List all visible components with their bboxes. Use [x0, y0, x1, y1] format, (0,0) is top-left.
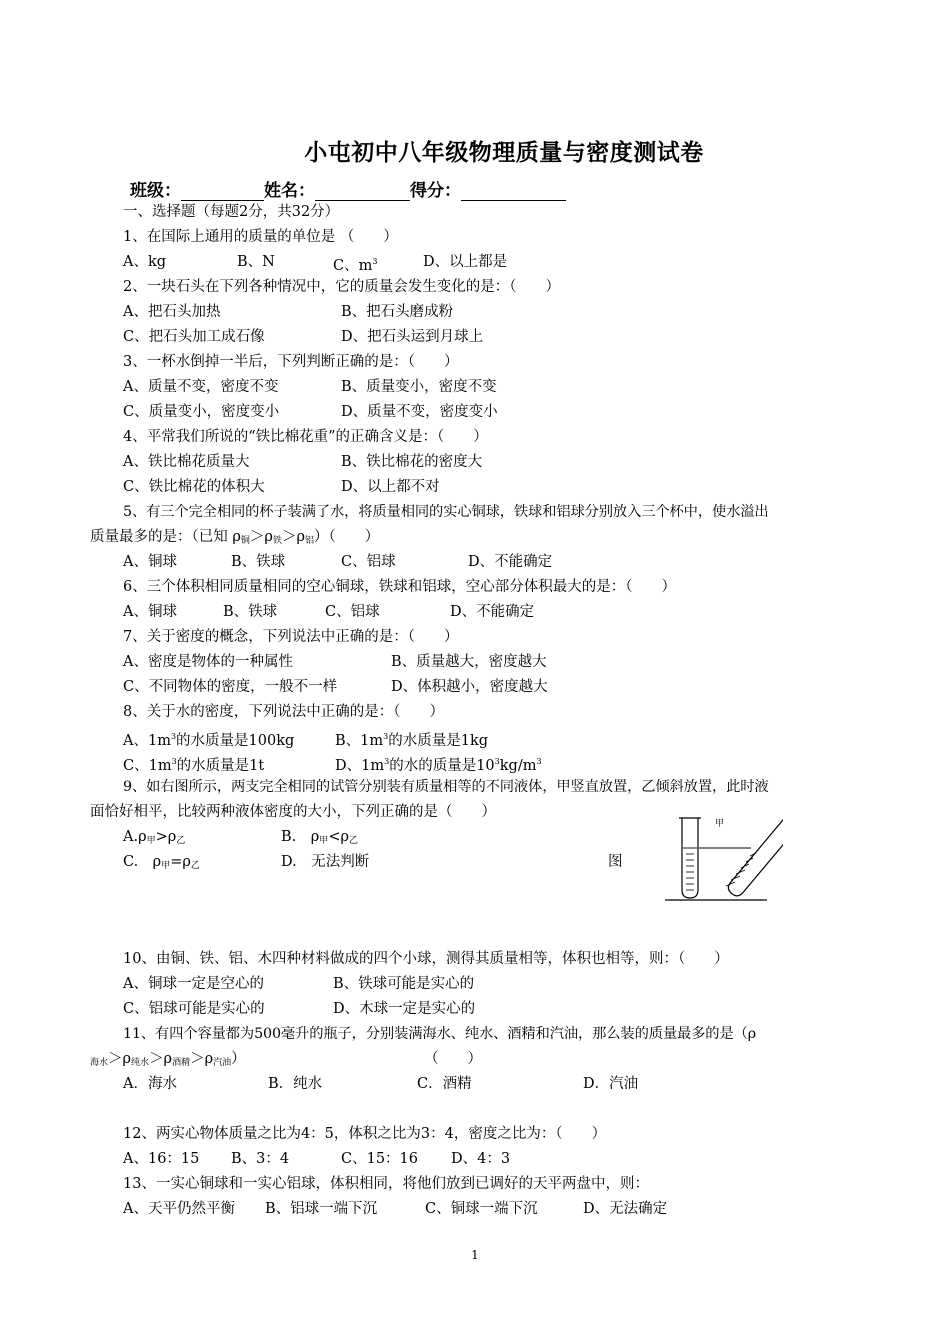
q6-option-d: D、不能确定 [450, 604, 535, 620]
q8-option-d: D、$1m^3$的水的质量是$10^3kg/m^3$ [335, 757, 542, 774]
page-title: 小屯初中八年级物理质量与密度测试卷 [304, 140, 704, 166]
q12-option-d: D、4：3 [451, 1151, 511, 1167]
q6-option-c: C、铝球 [325, 604, 380, 620]
q5-option-d: D、不能确定 [468, 554, 553, 570]
q9-option-b: B. $\rho_甲<\rho_乙$ [281, 829, 359, 846]
name-label: 姓名： [264, 181, 315, 201]
q1-option-d: D、以上都是 [423, 254, 508, 270]
q1-option-c: C、$m^3$ [333, 257, 378, 274]
class-blank[interactable] [181, 182, 264, 201]
q4-option-a: A、铁比棉花质量大 [123, 454, 250, 470]
q11-option-b: B．纯水 [268, 1076, 323, 1092]
question-12-stem: 12、两实心物体质量之比为4：5，体积之比为3：4，密度之比为：（ ） [123, 1126, 607, 1142]
q11-option-d: D．汽油 [583, 1076, 639, 1092]
q12-option-c: C、15：16 [341, 1151, 418, 1167]
q13-option-c: C、铜球一端下沉 [425, 1201, 538, 1217]
q4-option-c: C、铁比棉花的体积大 [123, 479, 265, 495]
q12-option-a: A、16：15 [123, 1151, 200, 1167]
question-11-stem-line2: $_{海水}>\rho_{纯水}>\rho_{酒精}>\rho_{汽油}$） （ ） [90, 1051, 482, 1068]
score-label: 得分： [410, 181, 461, 201]
question-3-stem: 3、一杯水倒掉一半后，下列判断正确的是：（ ） [123, 354, 459, 370]
name-blank[interactable] [315, 182, 410, 201]
q10-option-c: C、铝球可能是实心的 [123, 1001, 265, 1017]
q10-option-b: B、铁球可能是实心的 [333, 976, 475, 992]
q8-option-a: A、$1m^3$的水质量是100kg [123, 732, 295, 749]
q12-option-b: B、3：4 [231, 1151, 290, 1167]
q7-option-d: D、体积越小，密度越大 [391, 679, 548, 695]
q7-option-b: B、质量越大，密度越大 [391, 654, 547, 670]
q10-option-d: D、木球一定是实心的 [333, 1001, 476, 1017]
question-6-stem: 6、三个体积相同质量相同的空心铜球，铁球和铝球，空心部分体积最大的是：（ ） [123, 579, 676, 595]
section-heading: 一、选择题（每题2分，共32分） [123, 204, 340, 220]
q3-option-c: C、质量变小，密度变小 [123, 404, 280, 420]
q10-option-a: A、铜球一定是空心的 [123, 976, 264, 992]
q3-option-d: D、质量不变，密度变小 [341, 404, 498, 420]
question-9-stem-line2: 面恰好相平，比较两种液体密度的大小，下列正确的是（ ） [90, 804, 496, 820]
question-5-stem-line1: 5、有三个完全相同的杯子装满了水，将质量相同的实心铜球，铁球和铝球分别放入三个杯中，使水溢出 [123, 504, 769, 520]
tube-jia-label: 甲 [715, 819, 725, 829]
q9-option-a: $A.\rho_甲>\rho_乙$ [123, 829, 186, 846]
question-4-stem: 4、平常我们所说的“铁比棉花重”的正确含义是：（ ） [123, 429, 488, 445]
q2-option-b: B、把石头磨成粉 [341, 304, 454, 320]
q2-option-c: C、把石头加工成石像 [123, 329, 265, 345]
q2-option-d: D、把石头运到月球上 [341, 329, 484, 345]
q5-option-b: B、铁球 [231, 554, 286, 570]
q9-option-c: C. $\rho_甲=\rho_乙$ [123, 854, 200, 871]
q13-option-b: B、铝球一端下沉 [265, 1201, 378, 1217]
q3-option-b: B、质量变小，密度不变 [341, 379, 497, 395]
question-10-stem: 10、由铜、铁、铝、木四种材料做成的四个小球，测得其质量相等，体积也相等，则：（ ） [123, 951, 729, 967]
figure-label: 图 [608, 854, 623, 870]
q9-option-d: D. 无法判断 [281, 854, 370, 870]
test-tubes-figure [663, 812, 783, 904]
q3-option-a: A、质量不变，密度不变 [123, 379, 279, 395]
question-7-stem: 7、关于密度的概念，下列说法中正确的是：（ ） [123, 629, 459, 645]
q6-option-b: B、铁球 [223, 604, 278, 620]
question-1-stem: 1、在国际上通用的质量的单位是 （ ） [123, 229, 398, 245]
q4-option-b: B、铁比棉花的密度大 [341, 454, 483, 470]
q5-option-c: C、铝球 [341, 554, 396, 570]
q13-option-d: D、无法确定 [583, 1201, 668, 1217]
q11-option-a: A．海水 [123, 1076, 177, 1092]
q1-option-b: B、N [237, 254, 275, 270]
question-2-stem: 2、一块石头在下列各种情况中，它的质量会发生变化的是：（ ） [123, 279, 560, 295]
q6-option-a: A、铜球 [123, 604, 177, 620]
student-info-row [130, 176, 566, 201]
q8-option-b: B、$1m^3$的水质量是1kg [335, 732, 489, 749]
q7-option-c: C、不同物体的密度，一般不一样 [123, 679, 338, 695]
page-number: 1 [471, 1248, 479, 1262]
score-blank[interactable] [461, 182, 566, 201]
question-13-stem: 13、一实心铜球和一实心铝球，体积相同，将他们放到已调好的天平两盘中，则： [123, 1176, 649, 1192]
question-11-stem-line1: 11、有四个容量都为500毫升的瓶子，分别装满海水、纯水、酒精和汽油，那么装的质量最多的是（ρ [123, 1026, 757, 1042]
q7-option-a: A、密度是物体的一种属性 [123, 654, 293, 670]
q1-option-a: A、kg [123, 254, 167, 270]
question-9-stem-line1: 9、如右图所示，两支完全相同的试管分别装有质量相等的不同液体，甲竖直放置，乙倾斜放置，此时液 [123, 779, 769, 795]
class-label: 班级： [130, 181, 181, 201]
question-5-stem-line2: 质量最多的是：（已知 $\rho_铜>\rho_铁>\rho_铝$）（ ） [90, 529, 380, 546]
q5-option-a: A、铜球 [123, 554, 177, 570]
q4-option-d: D、以上都不对 [341, 479, 440, 495]
question-8-stem: 8、关于水的密度，下列说法中正确的是：（ ） [123, 704, 444, 720]
q2-option-a: A、把石头加热 [123, 304, 221, 320]
q11-option-c: C．酒精 [417, 1076, 472, 1092]
q8-option-c: C、$1m^3$的水质量是1t [123, 757, 265, 774]
q13-option-a: A、天平仍然平衡 [123, 1201, 235, 1217]
